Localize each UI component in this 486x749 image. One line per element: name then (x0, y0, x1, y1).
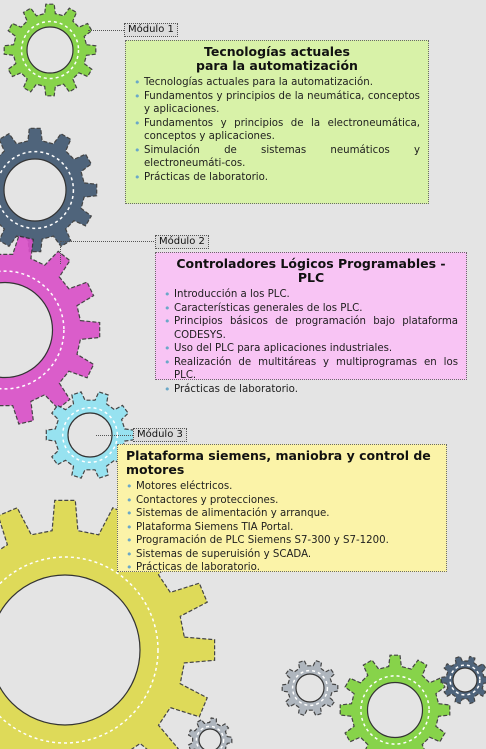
list-item: • Prácticas de laboratorio. (134, 171, 420, 185)
module-1-title-line1: Tecnologías actuales (204, 44, 350, 59)
list-item: • Introducción a los PLC. (164, 288, 458, 302)
list-item: • Plataforma Siemens TIA Portal. (126, 521, 438, 535)
list-item: • Prácticas de laboratorio. (126, 561, 438, 575)
list-item: • Prácticas de laboratorio. (164, 383, 458, 397)
module-1-title (134, 45, 420, 73)
list-item: • Realización de multitáreas y multiprogramas en los PLC. (164, 356, 458, 383)
module-1-card (125, 40, 429, 204)
module-3-card (117, 444, 447, 572)
module-3-list (126, 480, 438, 575)
module-1-title-line2: para la automatización (196, 58, 358, 73)
gear-gray-tiny-icon (189, 718, 232, 749)
list-item: • Uso del PLC para aplicaciones industriales. (164, 342, 458, 356)
gear-gray-small-icon (282, 661, 338, 716)
gear-navy-left-icon (0, 128, 97, 251)
list-item: • Características generales de los PLC. (164, 302, 458, 316)
list-item: • Principios básicos de programación bajo plataforma CODESYS. (164, 315, 458, 342)
connector-3 (96, 435, 133, 436)
list-item: • Fundamentos y principios de la neumática, conceptos y aplicaciones. (134, 90, 420, 117)
list-item: • Simulación de sistemas neumáticos y electroneumáti-cos. (134, 144, 420, 171)
connector-2 (60, 241, 156, 264)
list-item: • Contactores y protecciones. (126, 494, 438, 508)
gear-green-bottom-icon (340, 655, 450, 749)
list-item: • Fundamentos y principios de la electroneumática, conceptos y aplicaciones. (134, 117, 420, 144)
list-item: • Tecnologías actuales para la automatización. (134, 76, 420, 90)
module-1-tag: Módulo 1 (124, 23, 178, 37)
module-3-title: Plataforma siemens, maniobra y control de motores (126, 448, 431, 477)
module-3-tag: Módulo 3 (133, 428, 187, 442)
gear-magenta-icon (0, 236, 100, 424)
module-2-tag: Módulo 2 (155, 235, 209, 249)
connector-1 (88, 30, 124, 31)
module-2-card (155, 252, 467, 395)
list-item: • Sistemas de alimentación y arranque. (126, 507, 438, 521)
module-2-title: Controladores Lógicos Programables - PLC (176, 256, 446, 285)
list-item: • Motores eléctricos. (126, 480, 438, 494)
module-1-list (134, 76, 420, 184)
module-2-list (164, 288, 458, 396)
gear-green-top-icon (4, 4, 96, 96)
list-item: • Programación de PLC Siemens S7-300 y S7-1200. (126, 534, 438, 548)
list-item: • Sistemas de superuisión y SCADA. (126, 548, 438, 562)
gear-navy-small-icon (441, 657, 486, 704)
